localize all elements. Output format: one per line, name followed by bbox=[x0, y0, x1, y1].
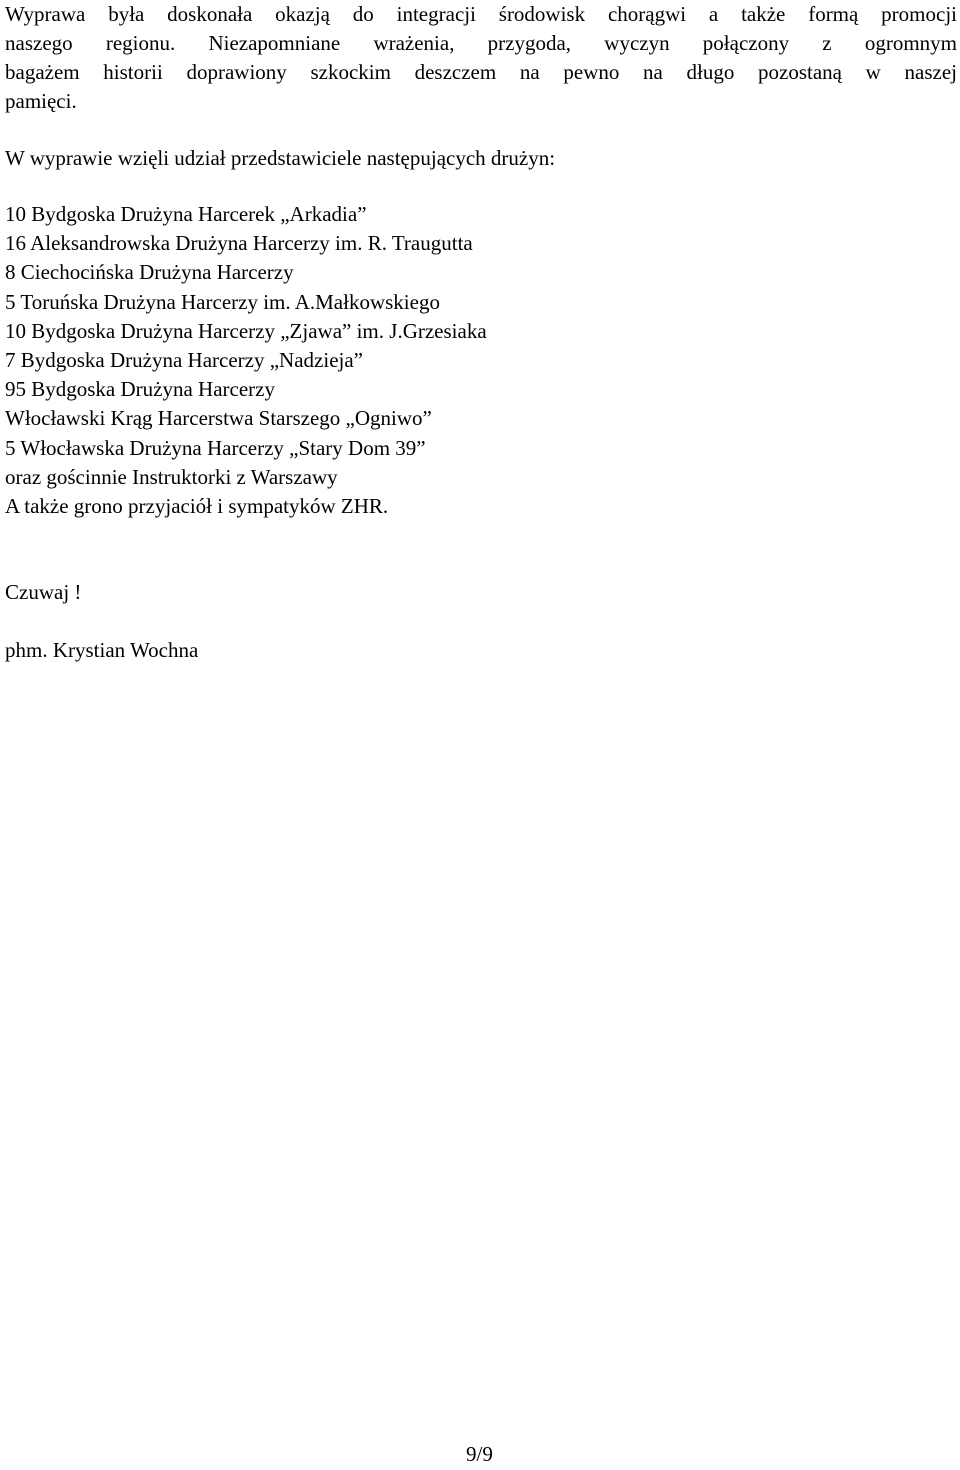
intro-paragraph bbox=[5, 0, 957, 116]
list-item: A także grono przyjaciół i sympatyków ZHR. bbox=[5, 494, 389, 519]
document-page bbox=[5, 0, 957, 662]
closing-greeting: Czuwaj ! bbox=[5, 580, 82, 604]
intro-line: pamięci. bbox=[5, 89, 77, 113]
list-item: 10 Bydgoska Drużyna Harcerek „Arkadia” bbox=[5, 202, 367, 226]
list-item: Włocławski Krąg Harcerstwa Starszego „Ogniwo” bbox=[5, 406, 432, 431]
list-item: 5 Toruńska Drużyna Harcerzy im. A.Małkowskiego bbox=[5, 289, 440, 314]
list-item: oraz gościnnie Instruktorki z Warszawy bbox=[5, 464, 338, 489]
intro-line: bagażem historii doprawiony szkockim deszczem na pewno na długo pozostaną w naszej bbox=[5, 60, 957, 84]
intro-line: naszego regionu. Niezapomniane wrażenia, przygoda, wyczyn połączony z ogromnym bbox=[5, 31, 957, 55]
participants-lead: W wyprawie wzięli udział przedstawiciele następujących drużyn: bbox=[5, 146, 556, 170]
page-number: 9/9 bbox=[466, 1442, 493, 1466]
list-item: 10 Bydgoska Drużyna Harcerzy „Zjawa” im. J.Grzesiaka bbox=[5, 318, 487, 343]
signature: phm. Krystian Wochna bbox=[5, 638, 199, 662]
list-item: 5 Włocławska Drużyna Harcerzy „Stary Dom 39” bbox=[5, 435, 426, 460]
list-item: 16 Aleksandrowska Drużyna Harcerzy im. R. Traugutta bbox=[5, 231, 473, 256]
list-item: 95 Bydgoska Drużyna Harcerzy bbox=[5, 377, 275, 402]
intro-line: Wyprawa była doskonała okazją do integracji środowisk chorągwi a także formą promocji bbox=[5, 2, 957, 26]
list-item: 8 Ciechocińska Drużyna Harcerzy bbox=[5, 260, 294, 285]
list-item: 7 Bydgoska Drużyna Harcerzy „Nadzieja” bbox=[5, 348, 363, 373]
team-list bbox=[5, 200, 487, 521]
